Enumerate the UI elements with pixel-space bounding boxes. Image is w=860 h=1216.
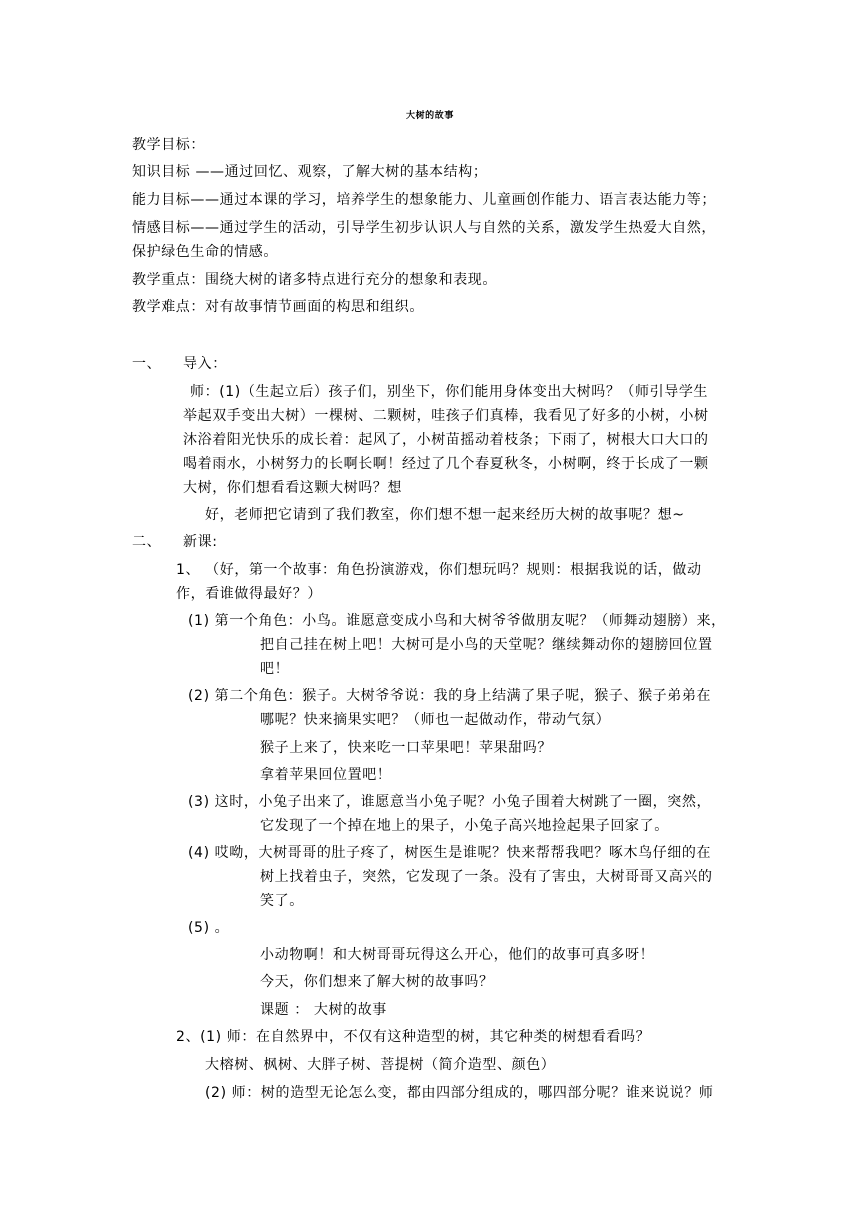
role2-line: 拿着苹果回位置吧！ (260, 767, 392, 783)
item2-line: 2、(1) 师：在自然界中，不仅有这种造型的树，其它种类的树想看看吗？ (176, 1029, 651, 1045)
tree-types: 大榕树、枫树、大胖子树、菩提树（简介造型、颜色） (205, 1057, 556, 1073)
section1-paragraph-line: 喝着雨水，小树努力的长啊长啊！经过了几个春夏秋冬，小树啊，终于长成了一颗 (183, 456, 709, 472)
role2-line: 猴子上来了，快来吃一口苹果吧！苹果甜吗？ (260, 740, 552, 756)
objectives-heading: 教学目标： (132, 137, 205, 153)
section1-heading: 导入： (183, 356, 227, 372)
lesson-topic: 课题 ： 大树的故事 (260, 1002, 387, 1018)
emotion-objective-line-2: 保护绿色生命的情感。 (132, 244, 278, 260)
section1-number: 一、 (132, 356, 162, 372)
ability-objective: 能力目标——通过本课的学习，培养学生的想象能力、儿童画创作能力、语言表达能力等； (132, 192, 716, 208)
role1-line: 吧！ (260, 661, 290, 677)
difficulty: 教学难点：对有故事情节画面的构思和组织。 (132, 299, 424, 315)
role5-line: (5) 。 (188, 920, 230, 936)
role4-line: (4) 哎呦，大树哥哥的肚子疼了，树医生是谁呢？快来帮帮我吧？啄木鸟仔细的在 (188, 845, 712, 861)
section1-paragraph-line: 大树，你们想看看这颗大树吗？想 (183, 480, 402, 496)
section1-paragraph-2: 好，老师把它请到了我们教室，你们想不想一起来经历大树的故事呢？想~ (205, 507, 685, 523)
section2-heading: 新课: (183, 534, 218, 550)
emotion-objective-line-1: 情感目标——通过学生的活动，引导学生初步认识人与自然的关系，激发学生热爱大自然， (132, 220, 716, 236)
role2-line: (2) 第二个角色：猴子。大树爷爷说：我的身上结满了果子呢，猴子、猴子弟弟在 (188, 688, 712, 704)
item2-2-line: (2) 师：树的造型无论怎么变，都由四部分组成的，哪四部分呢？谁来说说？师 (205, 1085, 714, 1101)
role1-line: (1) 第一个角色：小鸟。谁愿意变成小鸟和大树爷爷做朋友呢？（师舞动翅膀）来， (188, 613, 726, 629)
section1-paragraph-line: 举起双手变出大树）一棵树、二颗树，哇孩子们真棒，我看见了好多的小树，小树 (183, 408, 709, 424)
section2-number: 二、 (132, 534, 162, 550)
section1-paragraph-line: 沐浴着阳光快乐的成长着：起风了，小树苗摇动着枝条；下雨了，树根大口大口的 (183, 432, 709, 448)
summary-line: 小动物啊！和大树哥哥玩得这么开心，他们的故事可真多呀！ (260, 947, 655, 963)
item1-line: 作，看谁做得最好？） (176, 586, 322, 602)
knowledge-objective: 知识目标 ——通过回忆、观察，了解大树的基本结构； (132, 164, 488, 180)
section1-paragraph-line: 师：(1)（生起立后）孩子们，别坐下，你们能用身体变出大树吗？（师引导学生 (190, 384, 709, 400)
role3-line: (3) 这时，小兔子出来了，谁愿意当小兔子呢？小兔子围着大树跳了一圈，突然， (188, 794, 712, 810)
document-title: 大树的故事 (405, 111, 454, 121)
role2-line: 哪呢？快来摘果实吧？（师也一起做动作，带动气氛） (260, 712, 611, 728)
role1-line: 把自己挂在树上吧！大树可是小鸟的天堂呢？继续舞动你的翅膀回位置 (260, 637, 713, 653)
role3-line: 它发现了一个掉在地上的果子，小兔子高兴地捡起果子回家了。 (260, 818, 669, 834)
role4-line: 笑了。 (260, 893, 304, 909)
summary-line: 今天，你们想来了解大树的故事吗？ (260, 974, 494, 990)
key-point: 教学重点：围绕大树的诸多特点进行充分的想象和表现。 (132, 272, 497, 288)
role4-line: 树上找着虫子，突然，它发现了一条。没有了害虫，大树哥哥又高兴的 (260, 869, 713, 885)
item1-line: 1、 （好，第一个故事：角色扮演游戏，你们想玩吗？规则：根据我说的话，做动 (176, 562, 702, 578)
